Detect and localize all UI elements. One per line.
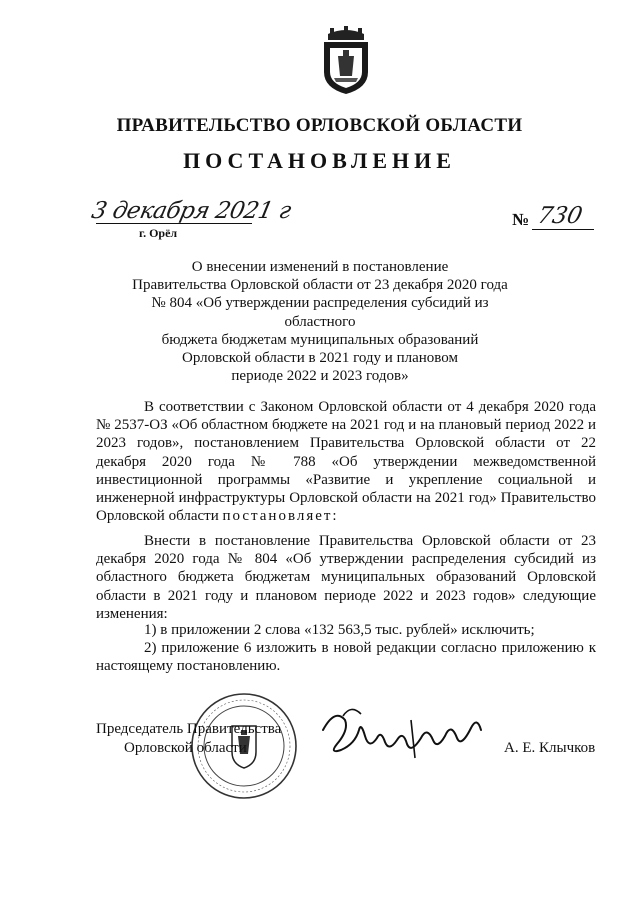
- change-items: [96, 621, 596, 676]
- coat-of-arms-icon: [318, 26, 374, 96]
- document-subject: [130, 258, 510, 385]
- preamble-text: В соответствии с Законом Орловской области от 4 декабря 2020 года № 2537-ОЗ «Об областном бюджете на 2021 год и на плановый период 2022 и 2023 годов», постановлением Правительства Орловской области от 22 декабря 2020 года № 788 «Об утверждении межведомственной инвестиционной программы «Развитие и укрепление социальной и инженерной инфраструктуры Орловской области на 2021 год» Правительство Орловской области: [96, 399, 596, 525]
- subject-line: периоде 2022 и 2023 годов»: [231, 368, 409, 385]
- handwritten-number: 730: [535, 203, 585, 229]
- resolves-word: постановляет:: [222, 508, 339, 525]
- subject-line: бюджета бюджетам муниципальных образований: [161, 331, 479, 348]
- signature-icon: [315, 700, 485, 780]
- handwritten-date: 3 декабря 2021 г: [89, 198, 294, 224]
- preamble-paragraph: [96, 398, 596, 525]
- subject-line: № 804 «Об утверждении распределения субсидий из областного: [151, 295, 489, 330]
- signatory-name: А. Е. Клычков: [504, 740, 596, 756]
- change-item-2: 2) приложение 6 изложить в новой редакции согласно приложению к настоящему постановлению.: [96, 640, 596, 675]
- signatory-position-line2: Орловской области: [124, 740, 247, 756]
- change-item-1: 1) в приложении 2 слова «132 563,5 тыс. рублей» исключить;: [144, 622, 535, 638]
- signatory-position-line1: Председатель Правительства: [96, 721, 282, 737]
- number-label: №: [512, 210, 530, 229]
- subject-line: О внесении изменений в постановление: [191, 259, 449, 275]
- date-underline: [96, 223, 252, 225]
- operative-paragraph: Внести в постановление Правительства Орловской области от 23 декабря 2020 года № 804 «Об утверждении распределения субсидий из областного бюджета бюджетам муниципальных образований Орловской области в 2021 году и плановом периоде 2022 и 2023 годов» следующие изменения:: [96, 533, 596, 622]
- number-underline: [532, 229, 594, 231]
- document-type: ПОСТАНОВЛЕНИЕ: [183, 148, 456, 173]
- city-label: г. Орёл: [139, 226, 178, 240]
- subject-line: Правительства Орловской области от 23 декабря 2020 года: [132, 277, 508, 294]
- subject-line: Орловской области в 2021 году и плановом: [182, 350, 458, 367]
- government-title: ПРАВИТЕЛЬСТВО ОРЛОВСКОЙ ОБЛАСТИ: [116, 115, 523, 136]
